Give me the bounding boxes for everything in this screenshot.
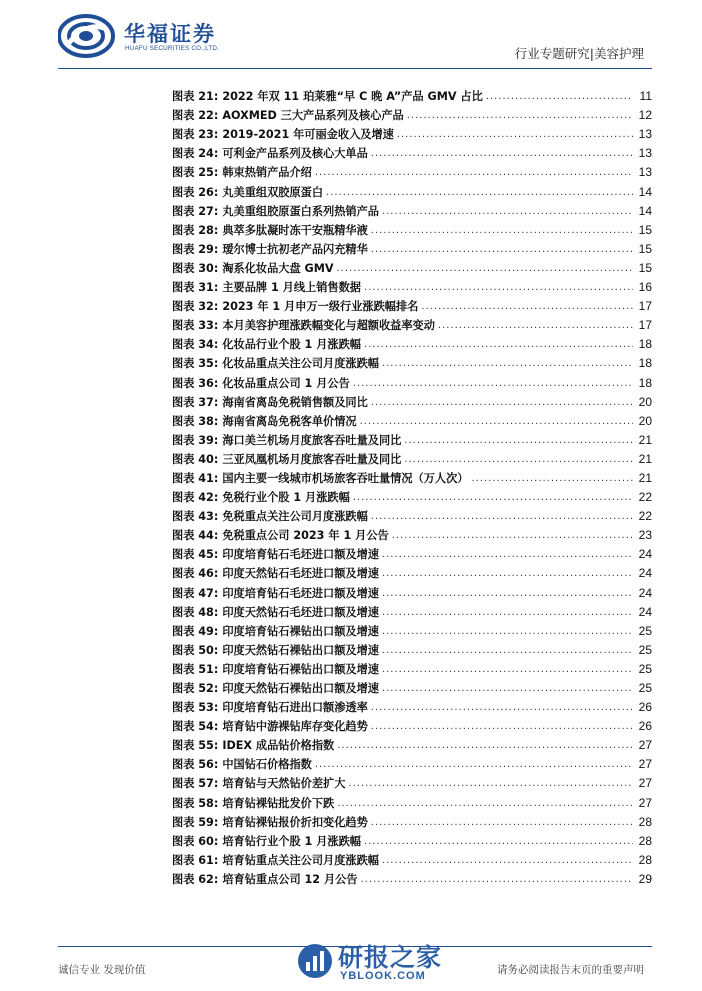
toc-entry[interactable] <box>172 122 652 141</box>
toc-entry[interactable] <box>172 218 652 237</box>
toc-figure-title: 培育钻与天然钻价差扩大 <box>222 777 346 791</box>
toc-entry[interactable] <box>172 695 652 714</box>
toc-leader-dots <box>337 262 634 275</box>
toc-entry[interactable] <box>172 752 652 771</box>
toc-page-number: 24 <box>638 585 652 600</box>
toc-leader-dots <box>371 147 633 160</box>
toc-figure-title: 海南省离岛免税销售额及同比 <box>222 395 368 409</box>
toc-figure-label: 图表 45: <box>172 548 219 562</box>
toc-leader-dots <box>382 644 633 657</box>
toc-figure-title: 2023 年 1 月申万一级行业涨跌幅排名 <box>222 300 419 314</box>
footer-slogan: 诚信专业 发现价值 <box>58 964 146 976</box>
toc-leader-dots <box>337 739 633 752</box>
logo-cn-text: 华福证券 <box>124 22 216 46</box>
report-type: 行业专题研究|美容护理 <box>514 46 644 61</box>
toc-page-number: 20 <box>638 394 652 409</box>
toc-figure-label: 图表 46: <box>172 567 219 581</box>
toc-entry[interactable] <box>172 657 652 676</box>
watermark <box>296 938 466 988</box>
watermark-cn: 研报之家 <box>338 943 443 972</box>
toc-leader-dots <box>364 281 633 294</box>
toc-page-number: 25 <box>638 661 652 676</box>
toc-figure-label: 图表 34: <box>172 338 219 352</box>
toc-leader-dots <box>382 567 633 580</box>
toc-entry[interactable] <box>172 409 652 428</box>
toc-entry[interactable] <box>172 504 652 523</box>
toc-page-number: 28 <box>638 833 652 848</box>
toc-figure-label: 图表 55: <box>172 739 219 753</box>
toc-figure-label: 图表 60: <box>172 834 219 848</box>
toc-entry[interactable] <box>172 256 652 275</box>
toc-page-number: 24 <box>638 604 652 619</box>
toc-page-number: 24 <box>638 547 652 562</box>
toc-entry[interactable] <box>172 351 652 370</box>
toc-page-number: 15 <box>638 222 652 237</box>
toc-page-number: 28 <box>638 814 652 829</box>
watermark-icon <box>296 942 334 980</box>
toc-figure-title: 印度培育钻石裸钻出口额及增速 <box>222 662 379 676</box>
toc-figure-label: 图表 40: <box>172 452 219 466</box>
toc-entry[interactable] <box>172 867 652 886</box>
toc-figure-label: 图表 25: <box>172 166 219 180</box>
toc-leader-dots <box>438 319 633 332</box>
toc-entry[interactable] <box>172 332 652 351</box>
toc-figure-label: 图表 52: <box>172 682 219 695</box>
toc-leader-dots <box>371 224 633 237</box>
toc-figure-title: 培育钻行业个股 1 月涨跌幅 <box>222 834 361 848</box>
toc-figure-title: 化妆品重点公司 1 月公告 <box>222 376 350 390</box>
toc-page-number: 17 <box>638 318 652 333</box>
toc-figure-title: AOXMED 三大产品系列及核心产品 <box>222 109 404 123</box>
toc-entry[interactable] <box>172 810 652 829</box>
toc-figure-title: 印度天然钻石裸钻出口额及增速 <box>222 643 379 657</box>
toc-figure-label: 图表 58: <box>172 796 219 810</box>
toc-leader-dots <box>382 548 633 561</box>
toc-entry[interactable] <box>172 313 652 332</box>
toc-page-number: 27 <box>638 757 652 772</box>
toc-entry[interactable] <box>172 160 652 179</box>
watermark-en: YBLOOK.COM <box>340 970 426 982</box>
toc-figure-label: 图表 24: <box>172 147 219 161</box>
toc-figure-title: 印度培育钻石毛坯进口额及增速 <box>222 586 379 600</box>
toc-figure-title: 培育钻裸钻报价折扣变化趋势 <box>222 815 368 829</box>
toc-figure-label: 图表 62: <box>172 872 219 886</box>
toc-leader-dots <box>371 243 633 256</box>
toc-page-number: 25 <box>638 642 652 657</box>
toc-entry[interactable] <box>172 370 652 389</box>
toc-figure-label: 图表 30: <box>172 261 219 275</box>
toc-leader-dots <box>404 434 633 447</box>
toc-leader-dots <box>326 186 633 199</box>
toc-leader-dots <box>348 777 633 790</box>
toc-figure-label: 图表 53: <box>172 701 219 715</box>
toc-page-number: 25 <box>638 681 652 695</box>
toc-figure-label: 图表 23: <box>172 128 219 142</box>
toc-figure-label: 图表 42: <box>172 491 219 505</box>
toc-page-number: 27 <box>638 795 652 810</box>
toc-figure-title: 化妆品重点关注公司月度涨跌幅 <box>222 357 379 371</box>
toc-page-number: 21 <box>638 470 652 485</box>
toc-entry[interactable] <box>172 84 652 103</box>
toc-entry[interactable] <box>172 447 652 466</box>
toc-entry[interactable] <box>172 638 652 657</box>
toc-figure-label: 图表 21: <box>172 90 219 104</box>
toc-figure-label: 图表 32: <box>172 300 219 314</box>
toc-page-number: 21 <box>638 451 652 466</box>
toc-page-number: 14 <box>638 184 652 199</box>
toc-entry[interactable] <box>172 466 652 485</box>
toc-entry[interactable] <box>172 141 652 160</box>
toc-figure-label: 图表 26: <box>172 185 219 199</box>
toc-page-number: 20 <box>638 413 652 428</box>
toc-entry[interactable] <box>172 542 652 561</box>
toc-leader-dots <box>353 377 633 390</box>
toc-leader-dots <box>337 797 633 810</box>
toc-leader-dots <box>371 701 633 714</box>
toc-figure-title: 2022 年双 11 珀莱雅“早 C 晚 A”产品 GMV 占比 <box>222 90 483 104</box>
huafu-logo-icon <box>58 14 116 58</box>
toc-page-number: 22 <box>638 490 652 505</box>
toc-figure-label: 图表 41: <box>172 471 219 485</box>
toc-entry[interactable] <box>172 275 652 294</box>
header-divider <box>58 68 652 69</box>
toc-figure-title: 印度天然钻石毛坯进口额及增速 <box>222 567 379 581</box>
toc-page-number: 14 <box>638 203 652 218</box>
toc-figure-title: 印度培育钻石裸钻出口额及增速 <box>222 624 379 638</box>
toc-figure-title: 国内主要一线城市机场旅客吞吐量情况（万人次） <box>222 471 469 485</box>
toc-figure-label: 图表 54: <box>172 720 219 734</box>
toc-leader-dots <box>382 357 633 370</box>
toc-figure-label: 图表 59: <box>172 815 219 829</box>
toc-entry[interactable] <box>172 485 652 504</box>
toc-figure-label: 图表 37: <box>172 395 219 409</box>
toc-page-number: 18 <box>638 356 652 371</box>
toc-figure-label: 图表 44: <box>172 529 219 543</box>
toc-entry[interactable] <box>172 848 652 867</box>
toc-entry[interactable] <box>172 676 652 695</box>
toc-leader-dots <box>371 720 633 733</box>
toc-entry[interactable] <box>172 561 652 580</box>
toc-leader-dots <box>397 128 633 141</box>
toc-figure-label: 图表 43: <box>172 510 219 524</box>
toc-figure-title: 韩束热销产品介绍 <box>222 166 312 180</box>
toc-page-number: 28 <box>638 852 652 867</box>
toc-page-number: 22 <box>638 509 652 524</box>
toc-figure-title: 海口美兰机场月度旅客吞吐量及同比 <box>222 433 402 447</box>
toc-leader-dots <box>382 587 633 600</box>
figure-list <box>172 84 652 886</box>
toc-page-number: 16 <box>638 280 652 295</box>
toc-page-number: 26 <box>638 700 652 715</box>
toc-leader-dots <box>382 606 633 619</box>
toc-leader-dots <box>382 854 633 867</box>
toc-figure-label: 图表 35: <box>172 357 219 371</box>
toc-entry[interactable] <box>172 580 652 599</box>
toc-leader-dots <box>421 300 633 313</box>
toc-figure-title: 培育钻重点关注公司月度涨跌幅 <box>222 853 379 867</box>
toc-figure-title: 免税重点关注公司月度涨跌幅 <box>222 510 368 524</box>
toc-entry[interactable] <box>172 714 652 733</box>
toc-figure-title: 中国钻石价格指数 <box>222 758 312 772</box>
toc-page-number: 27 <box>638 776 652 791</box>
toc-page-number: 13 <box>638 127 652 142</box>
toc-figure-title: 印度培育钻石进出口额渗透率 <box>222 701 368 715</box>
company-logo <box>58 14 248 58</box>
toc-figure-title: 免税重点公司 2023 年 1 月公告 <box>222 529 389 543</box>
toc-page-number: 25 <box>638 623 652 638</box>
toc-entry[interactable] <box>172 103 652 122</box>
toc-figure-title: 典萃多肽凝时冻干安瓶精华液 <box>222 223 368 237</box>
toc-entry[interactable] <box>172 733 652 752</box>
toc-leader-dots <box>382 625 633 638</box>
footer-disclaimer: 请务必阅读报告末页的重要声明 <box>497 964 644 976</box>
toc-page-number: 23 <box>638 528 652 543</box>
toc-leader-dots <box>364 835 633 848</box>
toc-figure-label: 图表 31: <box>172 281 219 295</box>
toc-leader-dots <box>353 491 633 504</box>
toc-entry[interactable] <box>172 199 652 218</box>
toc-entry[interactable] <box>172 790 652 809</box>
toc-page-number: 15 <box>638 260 652 275</box>
toc-entry[interactable] <box>172 829 652 848</box>
toc-figure-title: 可利金产品系列及核心大单品 <box>222 147 368 161</box>
toc-leader-dots <box>407 109 633 122</box>
toc-figure-title: 2019-2021 年可丽金收入及增速 <box>222 128 394 142</box>
toc-leader-dots <box>315 758 633 771</box>
toc-leader-dots <box>360 415 633 428</box>
toc-entry[interactable] <box>172 523 652 542</box>
toc-figure-title: 丸美重组胶原蛋白系列热销产品 <box>222 204 379 218</box>
toc-figure-title: IDEX 成品钻价格指数 <box>222 739 335 753</box>
toc-figure-title: 化妆品行业个股 1 月涨跌幅 <box>222 338 361 352</box>
toc-page-number: 18 <box>638 337 652 352</box>
toc-figure-title: 三亚凤凰机场月度旅客吞吐量及同比 <box>222 452 402 466</box>
toc-page-number: 13 <box>638 165 652 180</box>
toc-figure-label: 图表 36: <box>172 376 219 390</box>
toc-figure-title: 主要品牌 1 月线上销售数据 <box>222 281 361 295</box>
toc-entry[interactable] <box>172 771 652 790</box>
toc-page-number: 13 <box>638 146 652 161</box>
toc-figure-title: 海南省离岛免税客单价情况 <box>222 414 357 428</box>
toc-page-number: 12 <box>638 108 652 123</box>
toc-page-number: 27 <box>638 738 652 753</box>
toc-figure-title: 印度天然钻石毛坯进口额及增速 <box>222 605 379 619</box>
toc-figure-label: 图表 39: <box>172 433 219 447</box>
toc-leader-dots <box>371 396 633 409</box>
toc-figure-label: 图表 50: <box>172 643 219 657</box>
toc-leader-dots <box>364 338 633 351</box>
toc-entry[interactable] <box>172 428 652 447</box>
toc-figure-title: 印度天然钻石裸钻出口额及增速 <box>222 682 379 695</box>
toc-page-number: 21 <box>638 432 652 447</box>
toc-page-number: 11 <box>639 89 652 104</box>
toc-figure-title: 培育钻中游裸钻库存变化趋势 <box>222 720 368 734</box>
toc-page-number: 15 <box>638 241 652 256</box>
toc-figure-label: 图表 49: <box>172 624 219 638</box>
toc-entry[interactable] <box>172 619 652 638</box>
toc-leader-dots <box>315 166 633 179</box>
toc-figure-label: 图表 47: <box>172 586 219 600</box>
toc-entry[interactable] <box>172 237 652 256</box>
toc-leader-dots <box>371 816 633 829</box>
toc-figure-title: 瑷尔博士抗初老产品闪充精华 <box>222 242 368 256</box>
toc-leader-dots <box>361 873 633 886</box>
toc-page-number: 29 <box>638 871 652 886</box>
toc-figure-title: 印度培育钻石毛坯进口额及增速 <box>222 548 379 562</box>
toc-page-number: 24 <box>638 566 652 581</box>
toc-figure-label: 图表 56: <box>172 758 219 772</box>
page-header <box>0 0 702 70</box>
toc-figure-title: 免税行业个股 1 月涨跌幅 <box>222 491 350 505</box>
logo-en-text: HUAFU SECURITIES CO.,LTD. <box>125 45 220 52</box>
toc-figure-label: 图表 38: <box>172 414 219 428</box>
toc-leader-dots <box>392 529 633 542</box>
toc-figure-title: 培育钻裸钻批发价下跌 <box>222 796 335 810</box>
toc-figure-label: 图表 28: <box>172 223 219 237</box>
toc-leader-dots <box>404 453 633 466</box>
toc-leader-dots <box>382 663 633 676</box>
toc-figure-label: 图表 48: <box>172 605 219 619</box>
toc-entry[interactable] <box>172 390 652 409</box>
toc-figure-label: 图表 22: <box>172 109 219 123</box>
toc-leader-dots <box>382 682 633 695</box>
toc-entry[interactable] <box>172 600 652 619</box>
toc-page-number: 26 <box>638 719 652 734</box>
toc-leader-dots <box>486 90 633 103</box>
toc-leader-dots <box>382 205 633 218</box>
toc-figure-label: 图表 29: <box>172 242 219 256</box>
toc-page-number: 17 <box>638 299 652 314</box>
toc-page-number: 18 <box>638 375 652 390</box>
toc-figure-title: 丸美重组双胶原蛋白 <box>222 185 324 199</box>
toc-figure-label: 图表 33: <box>172 319 219 333</box>
toc-figure-label: 图表 27: <box>172 204 219 218</box>
toc-figure-label: 图表 57: <box>172 777 219 791</box>
toc-figure-label: 图表 61: <box>172 853 219 867</box>
toc-entry[interactable] <box>172 294 652 313</box>
toc-leader-dots <box>371 510 633 523</box>
toc-figure-label: 图表 51: <box>172 662 219 676</box>
toc-leader-dots <box>471 472 633 485</box>
toc-figure-title: 本月美容护理涨跌幅变化与超额收益率变动 <box>222 319 435 333</box>
toc-entry[interactable] <box>172 179 652 198</box>
toc-figure-title: 淘系化妆品大盘 GMV <box>222 261 334 275</box>
toc-figure-title: 培育钻重点公司 12 月公告 <box>222 872 358 886</box>
